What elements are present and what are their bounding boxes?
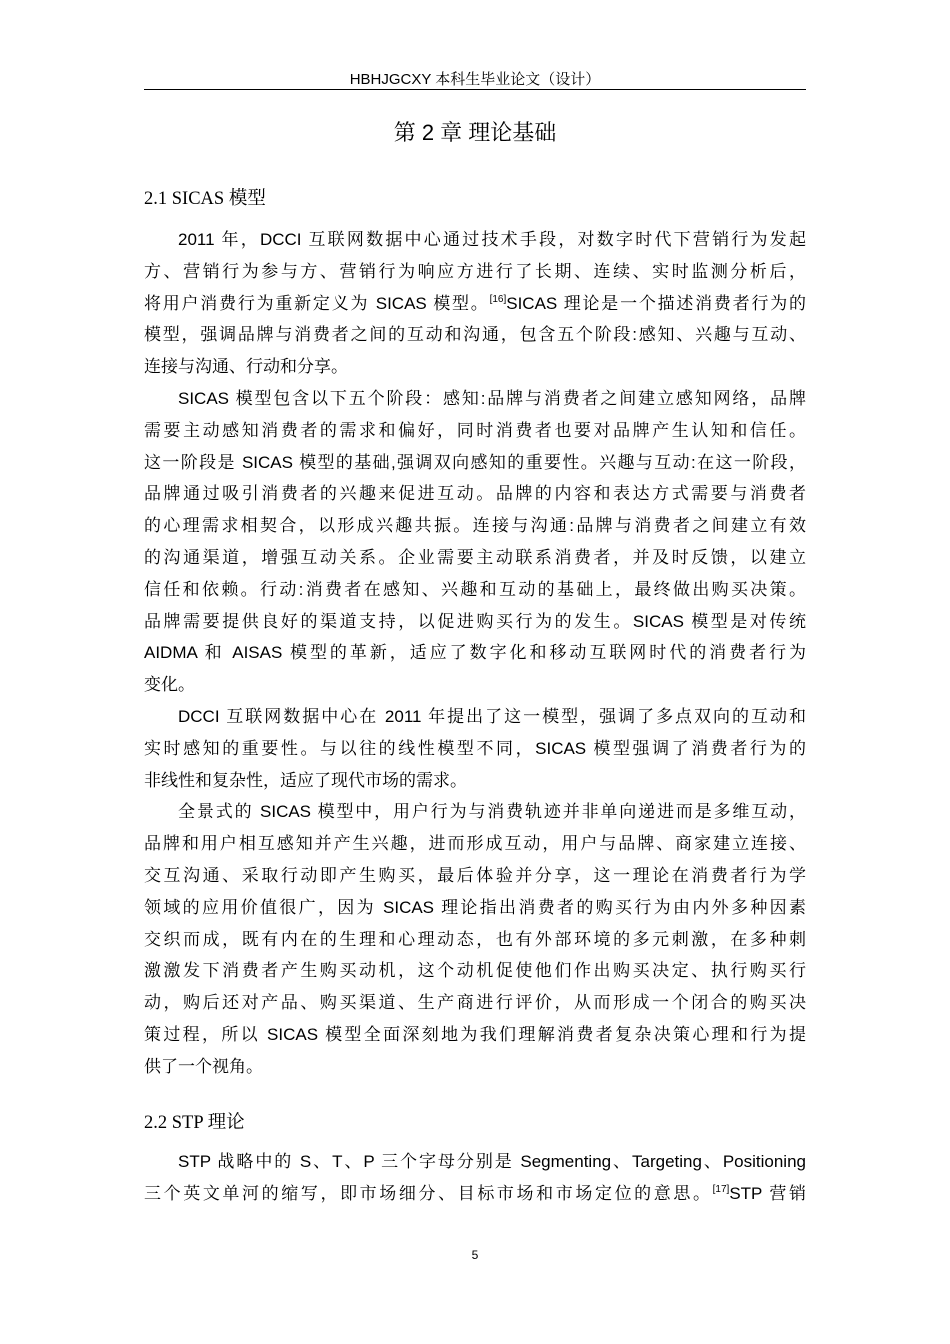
text-line: 全景式的 SICAS 模型中，用户行为与消费轨迹并非单向递进而是多维互动， — [178, 802, 806, 822]
text-line: 连接与沟通、行动和分享。 — [144, 357, 348, 377]
text-segment: STP 营销 — [729, 1183, 807, 1203]
text-line: 领域的应用价值很广，因为 SICAS 理论指出消费者的购买行为由内外多种因素 — [144, 897, 806, 917]
text-line: 的心理需求相契合，以形成兴趣共振。连接与沟通:品牌与消费者之间建立有效 — [144, 516, 806, 536]
text-line: 模型，强调品牌与消费者之间的互动和沟通，包含五个阶段:感知、兴趣与互动、 — [144, 325, 806, 345]
citation-ref: [16] — [489, 293, 507, 305]
header-divider — [144, 89, 806, 90]
text-line: 品牌和用户相互感知并产生兴趣，进而形成互动，用户与品牌、商家建立连接、 — [144, 834, 806, 854]
page-number: 5 — [471, 1248, 479, 1262]
text-segment: SICAS 理论是一个描述消费者行为的 — [506, 293, 806, 313]
paragraph — [144, 701, 806, 796]
text-line: DCCI 互联网数据中心在 2011 年提出了这一模型，强调了多点双向的互动和 — [178, 706, 806, 726]
section-body-2-2 — [144, 1146, 806, 1210]
text-line: 供了一个视角。 — [144, 1056, 263, 1076]
text-line: 品牌通过吸引消费者的兴趣来促进互动。品牌的内容和表达方式需要与消费者 — [144, 484, 806, 504]
text-line — [144, 1178, 806, 1210]
text-line: 的沟通渠道，增强互动关系。企业需要主动联系消费者，并及时反馈，以建立 — [144, 547, 806, 567]
section-body-2-1 — [144, 224, 806, 1083]
text-segment: 将用户消费行为重新定义为 SICAS 模型。 — [144, 293, 490, 313]
text-line: 这一阶段是 SICAS 模型的基础,强调双向感知的重要性。兴趣与互动:在这一阶段， — [144, 452, 806, 472]
text-line: 策过程，所以 SICAS 模型全面深刻地为我们理解消费者复杂决策心理和行为提 — [144, 1024, 806, 1044]
text-line: 激激发下消费者产生购买动机，这个动机促使他们作出购买决定、执行购买行 — [144, 961, 806, 981]
text-line: 品牌需要提供良好的渠道支持，以促进购买行为的发生。SICAS 模型是对传统 — [144, 611, 806, 631]
paragraph — [144, 224, 806, 383]
text-line: 动，购后还对产品、购买渠道、生产商进行评价，从而形成一个闭合的购买决 — [144, 993, 806, 1013]
paragraph — [144, 796, 806, 1082]
section-heading-2-1: 2.1 SICAS 模型 — [144, 189, 266, 209]
text-line: 交互沟通、采取行动即产生购买，最后体验并分享，这一理论在消费者行为学 — [144, 865, 806, 885]
text-line: 交织而成，既有内在的生理和心理动态，也有外部环境的多元刺激，在多种刺 — [144, 929, 806, 949]
text-line: SICAS 模型包含以下五个阶段：感知:品牌与消费者之间建立感知网络，品牌 — [178, 388, 806, 408]
text-line: AIDMA 和 AISAS 模型的革新，适应了数字化和移动互联网时代的消费者行为 — [144, 643, 806, 663]
text-line: 方、营销行为参与方、营销行为响应方进行了长期、连续、实时监测分析后， — [144, 261, 806, 281]
text-line: 非线性和复杂性，适应了现代市场的需求。 — [144, 770, 467, 790]
citation-ref: [17] — [712, 1183, 730, 1195]
page-header: HBHJGCXY 本科生毕业论文（设计） — [349, 71, 601, 88]
text-line: 需要主动感知消费者的需求和偏好，同时消费者也要对品牌产生认知和信任。 — [144, 420, 806, 440]
text-line — [144, 288, 806, 320]
text-line: 2011 年，DCCI 互联网数据中心通过技术手段，对数字时代下营销行为发起 — [178, 230, 806, 249]
text-line: 信任和依赖。行动:消费者在感知、兴趣和互动的基础上，最终做出购买决策。 — [144, 579, 806, 599]
paragraph — [144, 383, 806, 701]
section-heading-2-2: 2.2 STP 理论 — [144, 1113, 245, 1133]
chapter-title: 第 2 章 理论基础 — [393, 120, 557, 145]
text-segment: 三个英文单河的缩写，即市场细分、目标市场和市场定位的意思。 — [144, 1183, 713, 1203]
text-line: 变化。 — [144, 675, 195, 695]
paragraph — [144, 1146, 806, 1210]
text-line: STP 战略中的 S、T、P 三个字母分别是 Segmenting、Targeting、Positioning — [178, 1152, 806, 1171]
text-line: 实时感知的重要性。与以往的线性模型不同，SICAS 模型强调了消费者行为的 — [144, 738, 806, 758]
